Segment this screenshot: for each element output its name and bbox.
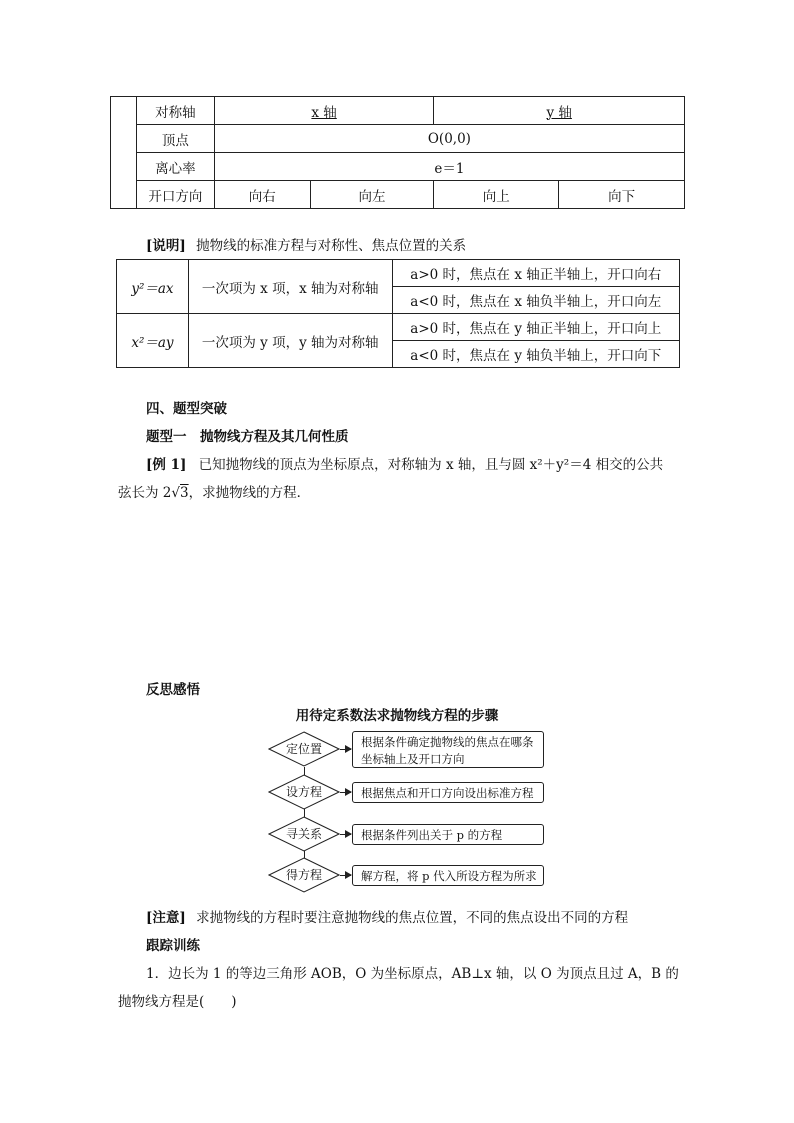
flow-step-diamond [268, 857, 340, 893]
table-cell: 向下 [559, 181, 685, 209]
example-text-pre: 弦长为 2 [118, 485, 172, 501]
table-cell: y 轴 [434, 97, 685, 125]
flow-step-box [352, 782, 544, 803]
flow-step-text: 根据条件列出关于 p 的方程 [361, 828, 503, 842]
sqrt-symbol: √ [171, 485, 180, 501]
table-cell: 向右 [214, 181, 310, 209]
description-cell: 一次项为 x 项，x 轴为对称轴 [188, 260, 392, 314]
relation-table [116, 259, 680, 368]
exercise-line-1: 1．边长为 1 的等边三角形 AOB，O 为坐标原点，AB⊥x 轴，以 O 为顶点且过 A，B 的 [146, 966, 679, 982]
table-left-stub [111, 97, 137, 209]
flow-step-label: 寻关系 [285, 827, 322, 841]
flow-step-text: 解方程，将 p 代入所设方程为所求 [361, 869, 537, 883]
properties-table [110, 96, 685, 209]
table-cell: 向左 [310, 181, 434, 209]
sqrt-argument: 3 [180, 485, 189, 501]
flow-arrow [340, 875, 351, 876]
type-heading: 题型一 抛物线方程及其几何性质 [146, 429, 349, 445]
flow-step-label: 设方程 [285, 785, 322, 799]
table-cell: x 轴 [214, 97, 434, 125]
example-line-2 [118, 481, 310, 501]
flow-step-text: 根据焦点和开口方向设出标准方程 [361, 786, 534, 800]
row-label: 开口方向 [136, 181, 214, 209]
table-cell: O(0,0) [214, 125, 684, 153]
description-cell: 一次项为 y 项，y 轴为对称轴 [188, 314, 392, 368]
table-cell: 向上 [434, 181, 559, 209]
exercise-line-2: 抛物线方程是( ) [118, 994, 237, 1010]
flow-step-box [352, 731, 544, 768]
case-cell: a>0 时，焦点在 x 轴正半轴上，开口向右 [392, 260, 679, 287]
section-heading: 四、题型突破 [146, 401, 227, 417]
flow-step-diamond [268, 774, 340, 810]
note-explanation [146, 234, 466, 254]
example-text-post: ，求抛物线的方程． [188, 485, 311, 501]
reflection-heading: 反思感悟 [146, 682, 200, 698]
equation-cell: x²＝ay [117, 314, 189, 368]
note-caution [146, 906, 628, 926]
flowchart-title: 用待定系数法求抛物线方程的步骤 [295, 708, 499, 724]
flow-step-diamond [268, 816, 340, 852]
flow-arrow [340, 834, 351, 835]
example-line-1 [146, 453, 663, 473]
follow-heading: 跟踪训练 [146, 938, 200, 954]
note-tag: [说明] [146, 238, 186, 254]
case-cell: a<0 时，焦点在 x 轴负半轴上，开口向左 [392, 287, 679, 314]
row-label: 对称轴 [136, 97, 214, 125]
example-tag: [例 1] [146, 457, 187, 473]
case-cell: a>0 时，焦点在 y 轴正半轴上，开口向上 [392, 314, 679, 341]
flow-step-label: 定位置 [285, 742, 322, 756]
flow-step-diamond [268, 731, 340, 767]
flow-step-text: 坐标轴上及开口方向 [361, 752, 465, 766]
flow-arrow [340, 749, 351, 750]
example-text: 已知抛物线的顶点为坐标原点，对称轴为 x 轴，且与圆 x²＋y²＝4 相交的公共 [198, 457, 664, 473]
flow-step-box [352, 824, 544, 845]
row-label: 离心率 [136, 153, 214, 181]
table-cell: e＝1 [214, 153, 684, 181]
note-text: 求抛物线的方程时要注意抛物线的焦点位置，不同的焦点设出不同的方程 [196, 910, 629, 926]
flow-step-text: 根据条件确定抛物线的焦点在哪条 [361, 735, 534, 749]
flow-step-box [352, 865, 544, 886]
case-cell: a<0 时，焦点在 y 轴负半轴上，开口向下 [392, 341, 679, 368]
flow-arrow [340, 792, 351, 793]
flow-step-label: 得方程 [285, 868, 322, 882]
note-text: 抛物线的标准方程与对称性、焦点位置的关系 [196, 238, 467, 254]
equation-cell: y²＝ax [117, 260, 189, 314]
row-label: 顶点 [136, 125, 214, 153]
note-tag: [注意] [146, 910, 186, 926]
